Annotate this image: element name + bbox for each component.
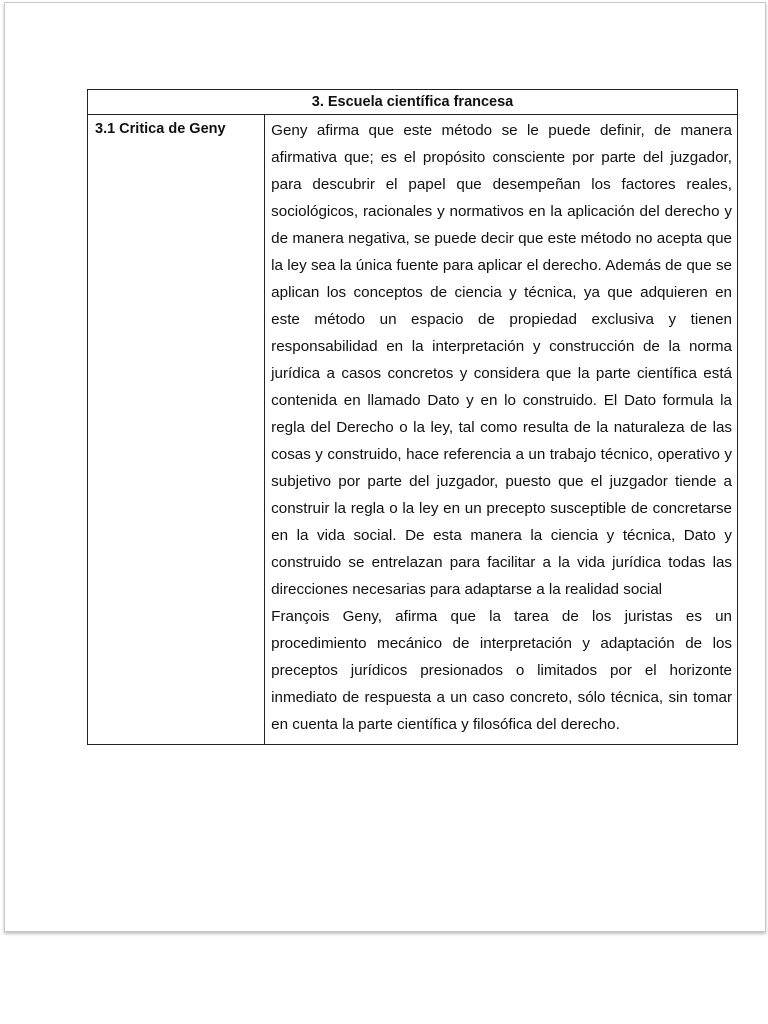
paragraph-1: Geny afirma que este método se le puede definir, de manera afirmativa que; es el propósito consciente por parte del juzgador, para descubrir el papel que desempeñan los factores reales, sociológicos, racionales y normativos en la aplicación del derecho y de manera negativa, se puede decir que este método no acepta que la ley sea la única fuente para aplicar el derecho. Además de que se aplican los conceptos de ciencia y técnica, ya que adquieren en este método un espacio de propiedad exclusiva y tienen responsabilidad en la interpretación y construcción de la norma jurídica a casos concretos y considera que la parte científica está contenida en llamado Dato y en lo construido. El Dato formula la regla del Derecho o la ley, tal como resulta de la naturaleza de las cosas y construido, hace referencia a un trabajo técnico, operativo y subjetivo por parte del juzgador, puesto que el juzgador tiende a construir la regla o la ley en un precepto susceptible de concretarse en la vida social. De esta manera la ciencia y técnica, Dato y construido se entrelazan para facilitar a la vida jurídica todas las direcciones necesarias para adaptarse a la realidad social <box>271 122 732 598</box>
paragraph-2: François Geny, afirma que la tarea de los juristas es un procedimiento mecánico de interpretación y adaptación de los preceptos jurídicos presionados o limitados por el horizonte inmediato de respuesta a un caso concreto, sólo técnica, sin tomar en cuenta la parte científica y filosófica del derecho. <box>271 608 732 733</box>
body-cell <box>265 115 738 745</box>
subsection-label: 3.1 Critica de Geny <box>88 115 265 745</box>
content-table <box>87 89 738 745</box>
title-row <box>88 90 738 115</box>
document-page <box>4 2 766 932</box>
content-row <box>88 115 738 745</box>
section-title: 3. Escuela científica francesa <box>88 90 738 115</box>
